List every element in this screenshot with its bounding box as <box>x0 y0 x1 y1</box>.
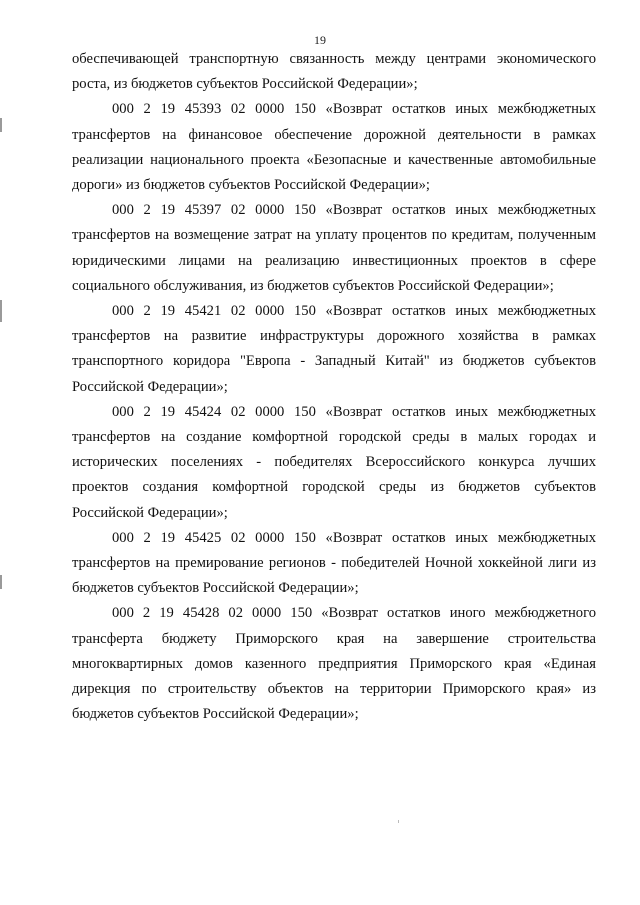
paragraph-45424: 000 2 19 45424 02 0000 150 «Возврат остатков иных межбюджетных трансфертов на создание комфортной городской среды в малых городах и исторических поселениях - победителях Всероссийского конкурса лучших проектов создания комфортной городской среды из бюджетов субъектов Российской Федерации»; <box>72 403 596 521</box>
scan-edge-mark <box>0 118 2 132</box>
paragraph-45393: 000 2 19 45393 02 0000 150 «Возврат остатков иных межбюджетных трансфертов на финансовое обеспечение дорожной деятельности в рамках реализации национального проекта «Безопасные и качественные автомобильные дороги» из бюджетов субъектов Российской Федерации»; <box>72 101 596 194</box>
paragraph-45397: 000 2 19 45397 02 0000 150 «Возврат остатков иных межбюджетных трансфертов на возмещение затрат на уплату процентов по кредитам, полученным юридическими лицами на реализацию инвестиционных проектов в сфере социального обслуживания, из бюджетов субъектов Российской Федерации»; <box>72 202 596 294</box>
paragraph-continuation: обеспечивающей транспортную связанность между центрами экономического роста, из бюджетов субъектов Российской Федерации»; <box>72 51 596 93</box>
scan-speck <box>398 820 399 823</box>
document-body <box>72 47 596 727</box>
scan-edge-mark <box>0 575 2 589</box>
page-number: 19 <box>314 33 326 47</box>
paragraph-45421: 000 2 19 45421 02 0000 150 «Возврат остатков иных межбюджетных трансфертов на развитие инфраструктуры дорожного хозяйства в рамках транспортного коридора "Европа - Западный Китай" из бюджетов субъектов Российской Федерации»; <box>72 303 596 395</box>
scan-edge-mark <box>0 300 2 322</box>
paragraph-45425: 000 2 19 45425 02 0000 150 «Возврат остатков иных межбюджетных трансфертов на премирование регионов - победителей Ночной хоккейной лиги из бюджетов субъектов Российской Федерации»; <box>72 529 596 597</box>
paragraph-45428: 000 2 19 45428 02 0000 150 «Возврат остатков иного межбюджетного трансферта бюджету Приморского края на завершение строительства многоквартирных домов казенного предприятия Приморского края «Единая дирекция по строительству объектов на территории Приморского края» из бюджетов субъектов Российской Федерации»; <box>72 605 596 723</box>
